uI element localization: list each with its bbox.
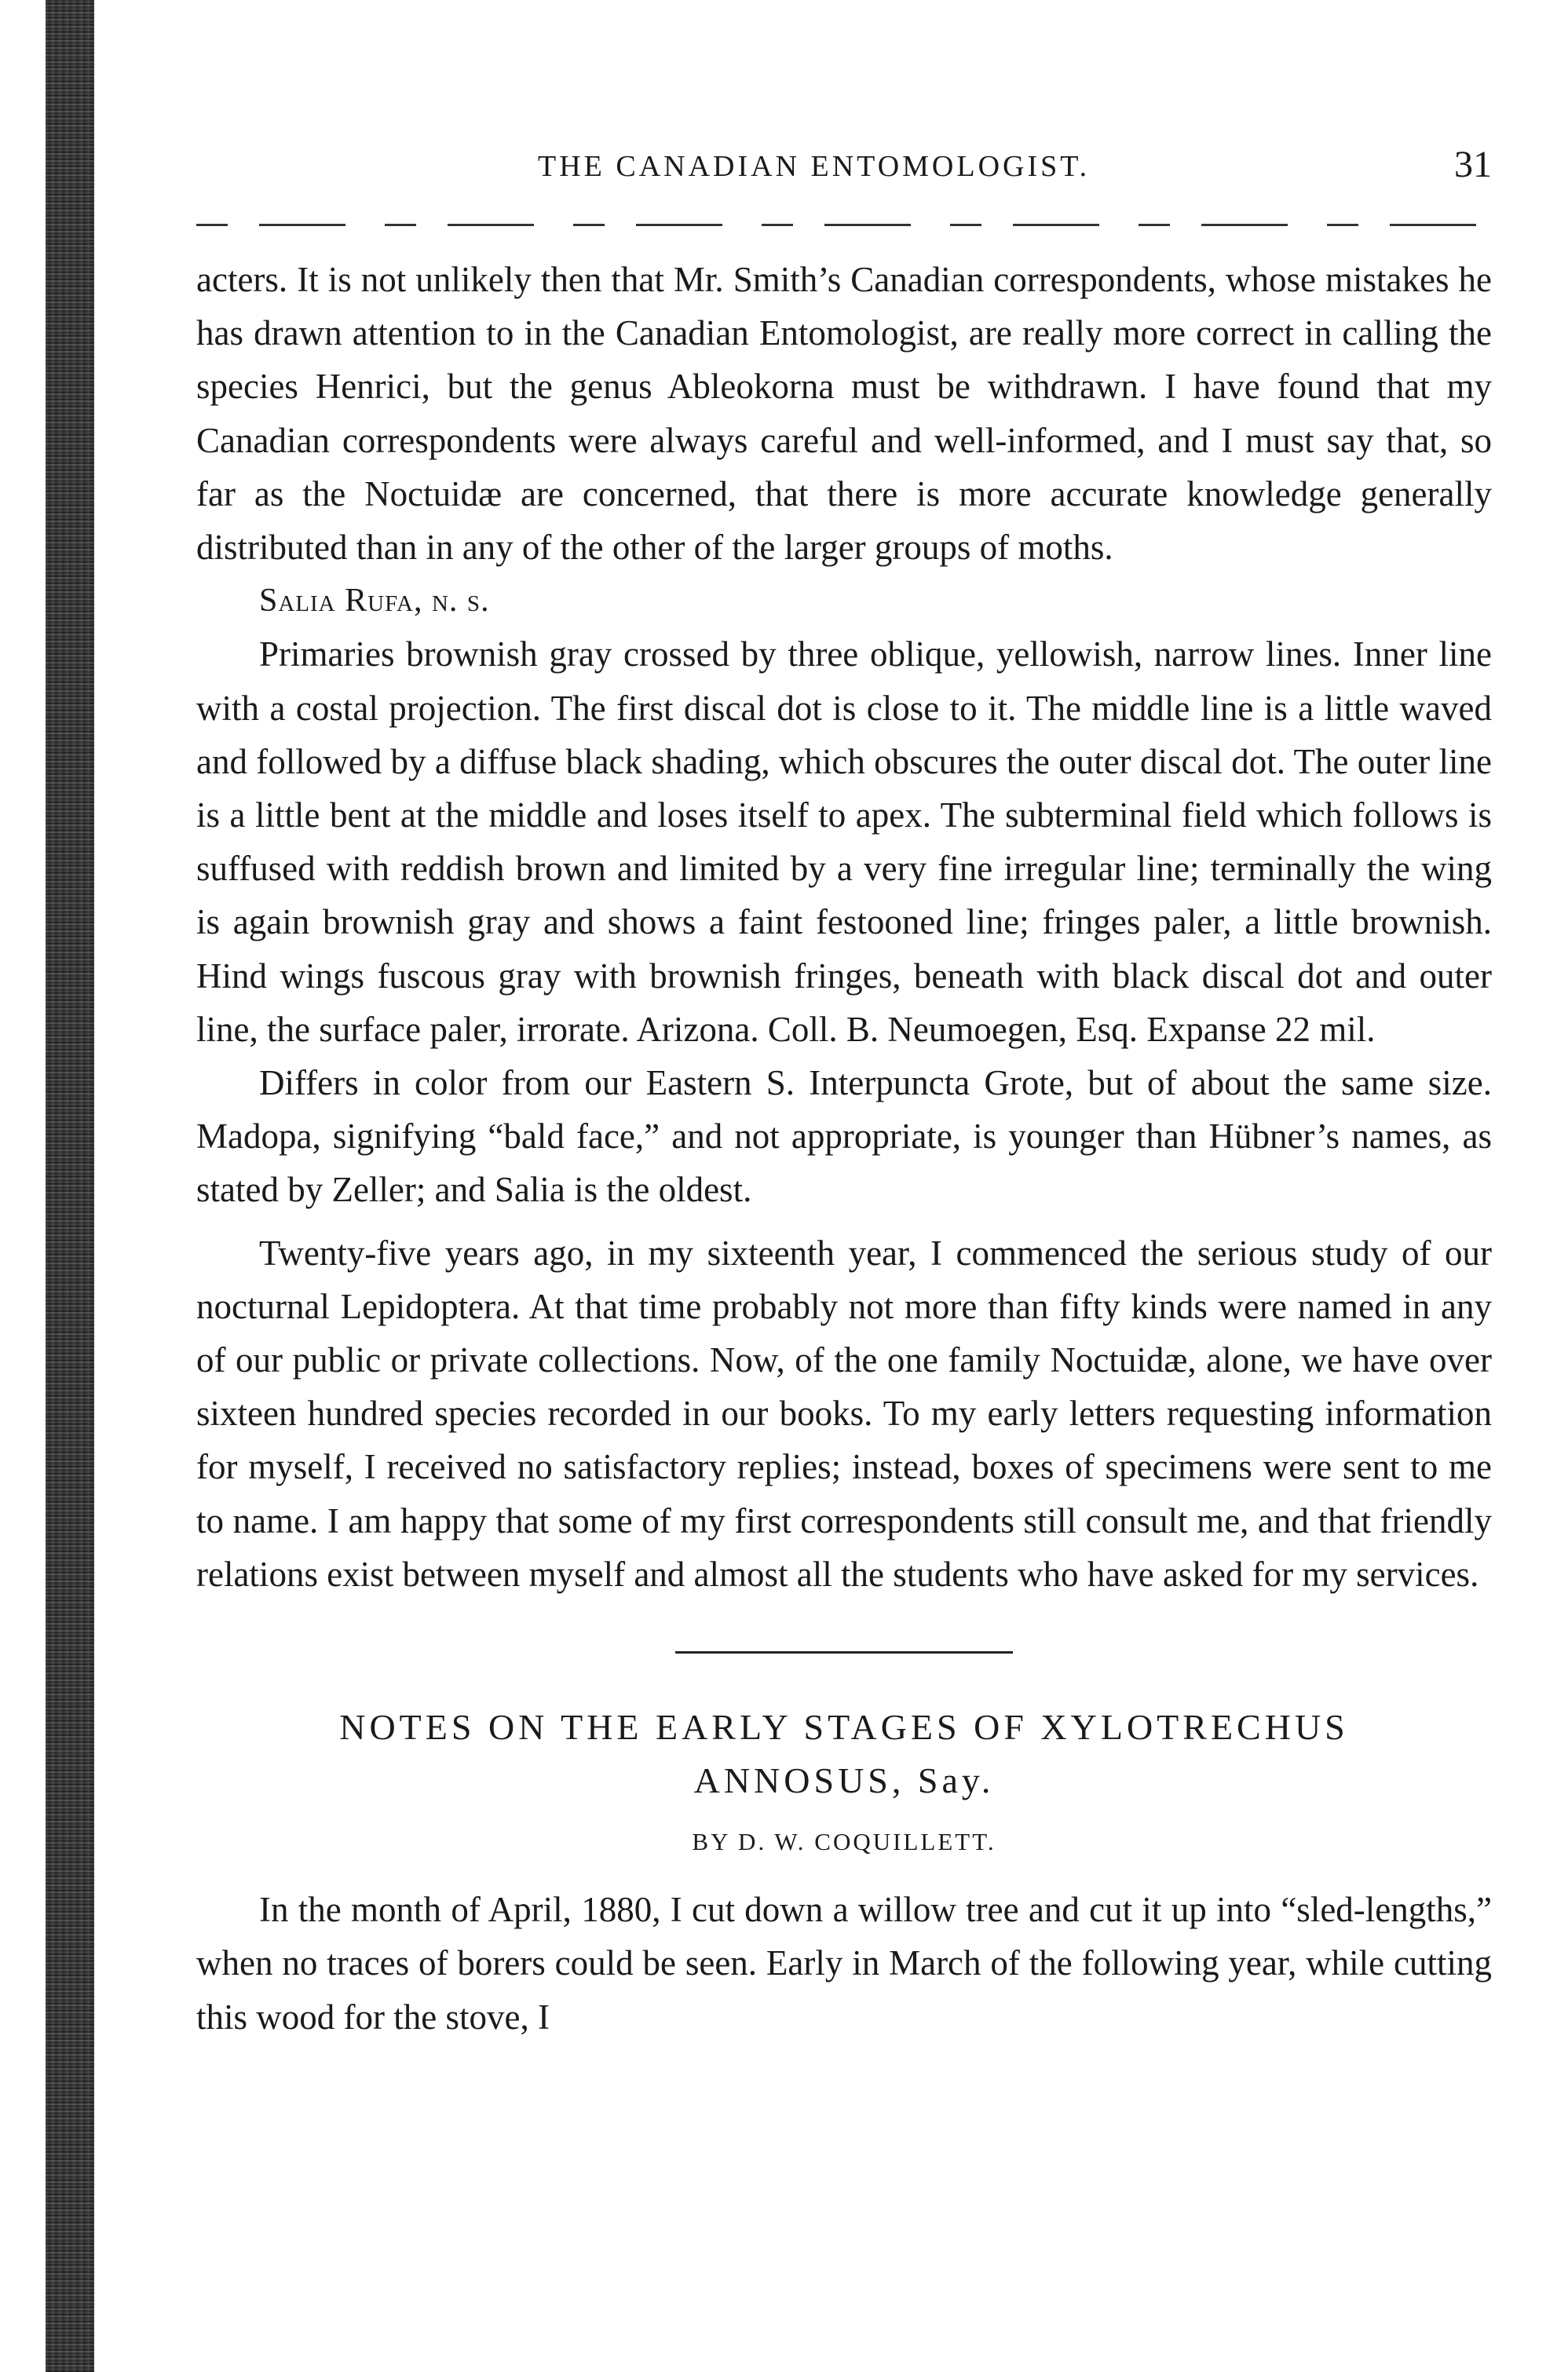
article-byline: BY D. W. COQUILLETT. [692, 1828, 996, 1856]
body-text [196, 253, 1492, 2044]
article-paragraph: In the month of April, 1880, I cut down a willow tree and cut it up into “sled-lengths,” when no traces of borers could be seen. Early in March of the following year, while cutting this wood for the stove, I [196, 1890, 1492, 2037]
document-page [196, 0, 1492, 2372]
page-number: 31 [1454, 144, 1492, 185]
author-reminiscence: Twenty-five years ago, in my sixteenth year, I commenced the serious study of our nocturnal Lepidoptera. At that time probably not more than fifty kinds were named in any of our public or private collections. Now, of the one family Noctuidæ, alone, we have over sixteen hundred species recorded in our books. To my early letters requesting information for myself, I received no satisfactory replies; instead, boxes of specimens were sent to me to name. I am happy that some of my first correspondents still consult me, and that friendly relations exist between myself and almost all the students who have asked for my services. [196, 1233, 1492, 1594]
paragraph-continued: acters. It is not unlikely then that Mr. Smith’s Canadian correspondents, whose mistakes he has drawn attention to in the Canadian Entomologist, are really more correct in calling the species Henrici, but the genus Ableokorna must be withdrawn. I have found that my Canadian correspondents were always careful and well-informed, and I must say that, so far as the Noctuidæ are concerned, that there is more accurate knowledge generally distributed than in any of the other of the larger groups of moths. [196, 260, 1492, 568]
species-description: Primaries brownish gray crossed by three oblique, yellowish, narrow lines. Inner line with a costal projection. The first discal dot is close to it. The middle line is a little waved and followed by a diffuse black shading, which obscures the outer discal dot. The outer line is a little bent at the middle and loses itself to apex. The subterminal field which follows is suffused with reddish brown and limited by a very fine irregular line; terminally the wing is again brownish gray and shows a faint festooned line; fringes paler, a little brownish. Hind wings fuscous gray with brownish fringes, beneath with black discal dot and outer line, the surface paler, irrorate. Arizona. Coll. B. Neumoegen, Esq. Expanse 22 mil. [196, 634, 1492, 1049]
species-remarks: Differs in color from our Eastern S. Interpuncta Grote, but of about the same size. Madopa, signifying “bald face,” and not appropriate, is younger than Hübner’s names, as stated by Zeller; and Salia is the oldest. [196, 1063, 1492, 1210]
running-title: THE CANADIAN ENTOMOLOGIST. [538, 150, 1091, 183]
page-header [196, 144, 1492, 196]
article-divider [675, 1651, 1013, 1654]
article-title: NOTES ON THE EARLY STAGES OF XYLOTRECHUS ANNOSUS, Say. [339, 1707, 1349, 1801]
species-heading: Salia Rufa, n. s. [259, 583, 490, 619]
header-rule [196, 224, 1492, 226]
book-spine-edge [46, 0, 94, 2372]
